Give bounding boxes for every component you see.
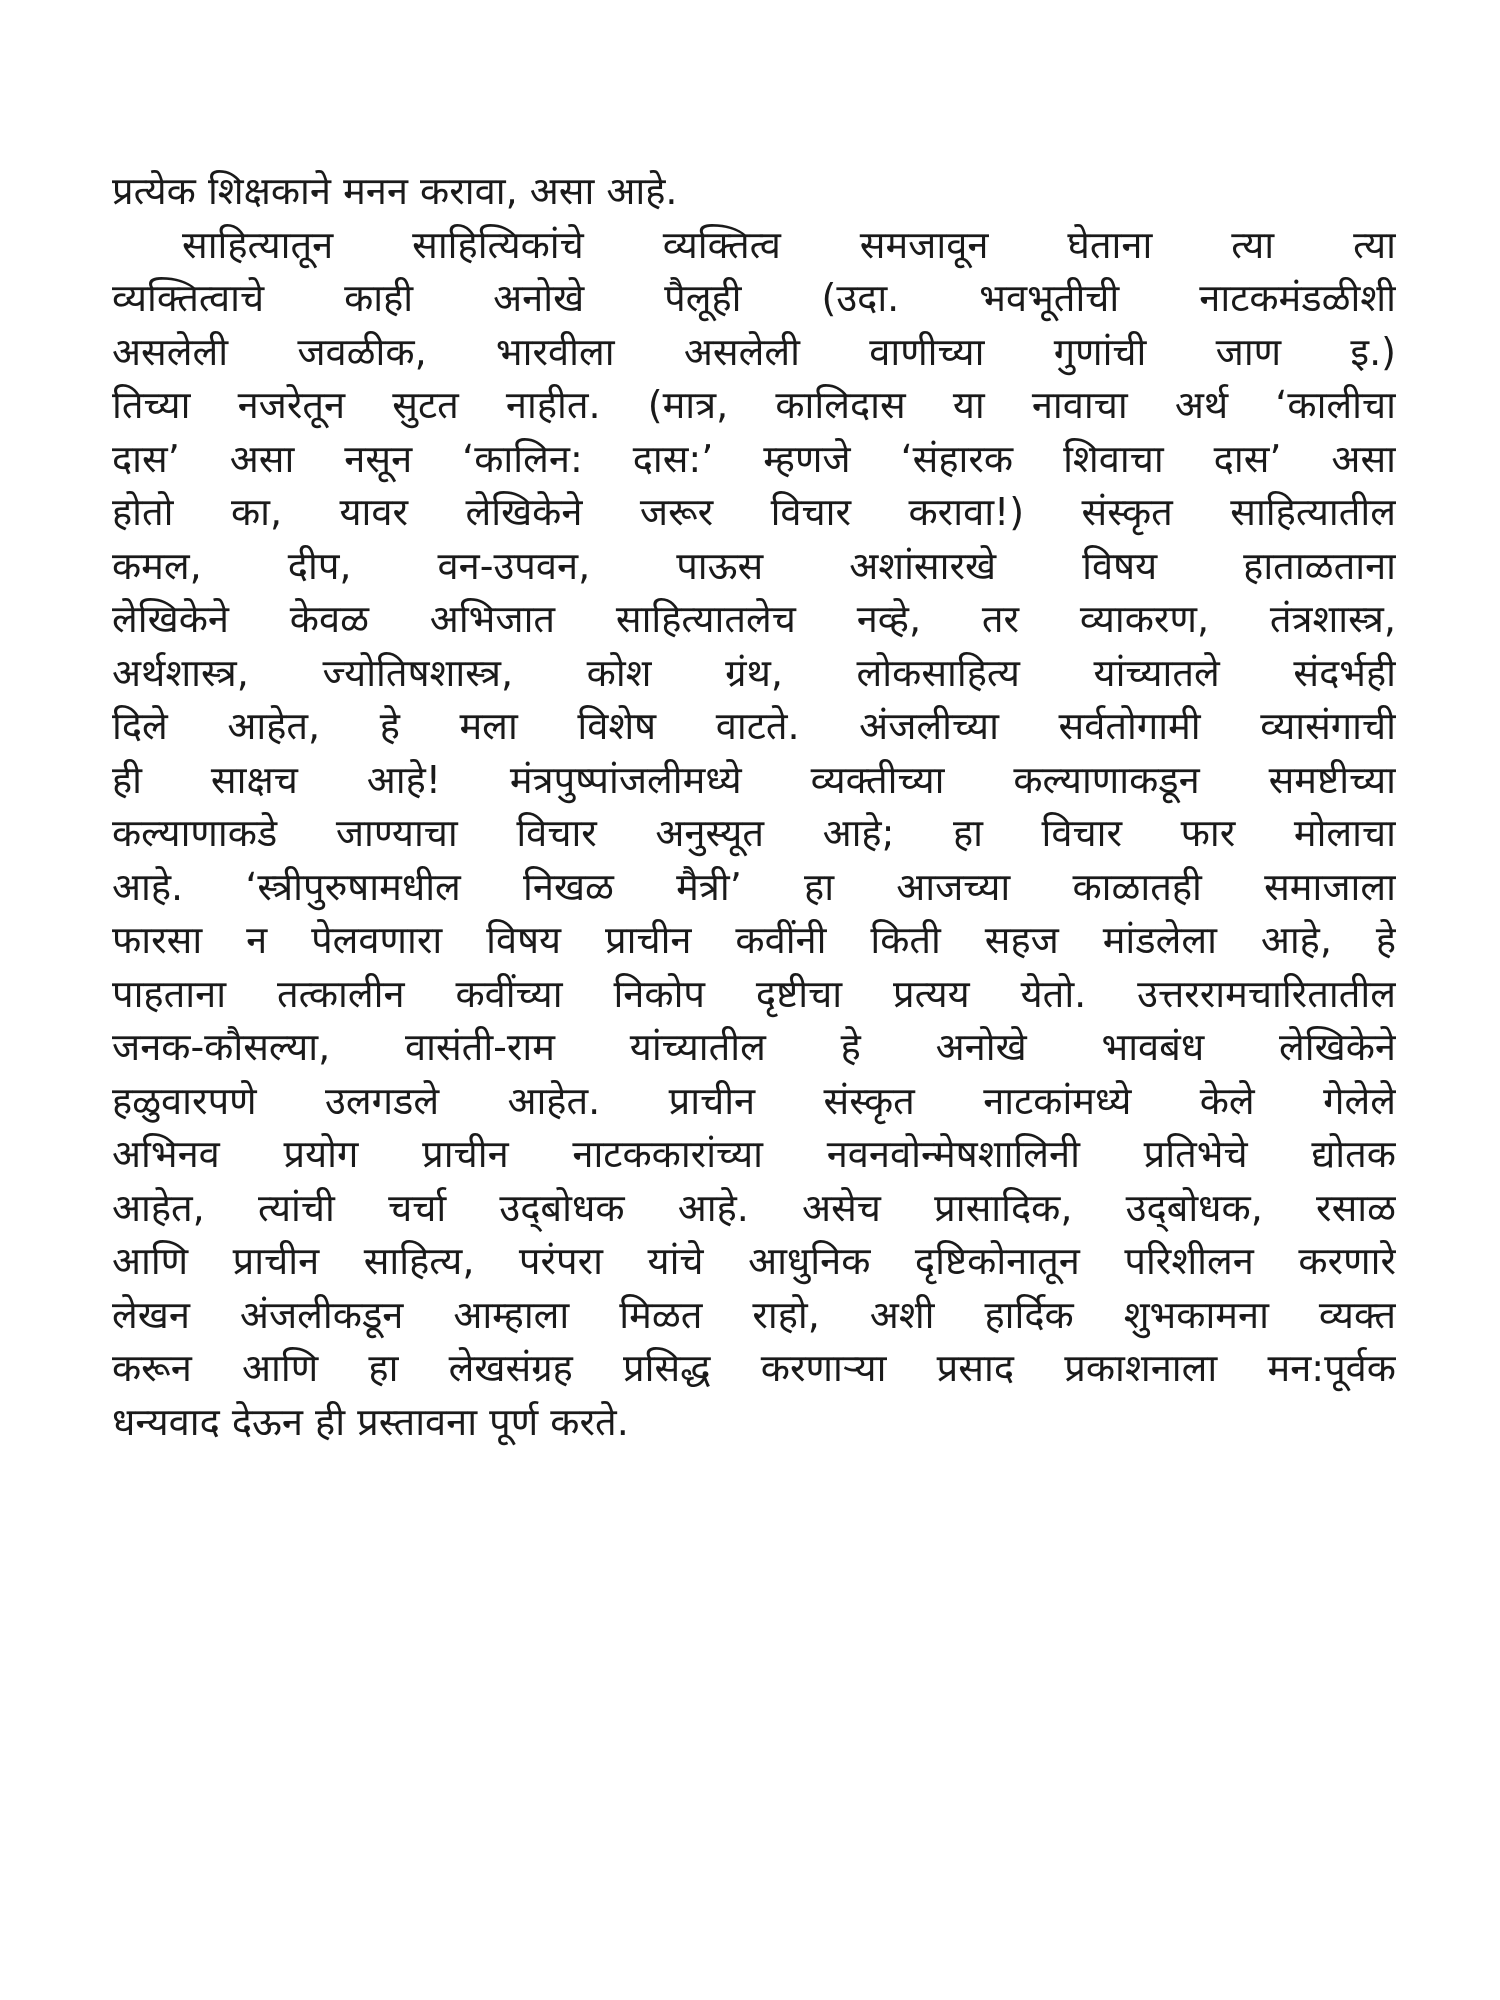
text-line: पाहताना तत्कालीन कवींच्या निकोप दृष्टीचा प्रत्यय येतो. उत्तररामचारितातील bbox=[112, 971, 1396, 1016]
text-line: लेखिकेने केवळ अभिजात साहित्यातलेच नव्हे, तर व्याकरण, तंत्रशास्त्र, bbox=[112, 597, 1396, 641]
text-line: दिले आहेत, हे मला विशेष वाटते. अंजलीच्या सर्वतोगामी व्यासंगाची bbox=[112, 704, 1396, 748]
text-line: ही साक्षच आहे! मंत्रपुष्पांजलीमध्ये व्यक्तीच्या कल्याणाकडून समष्टीच्या bbox=[112, 757, 1396, 802]
text-line: आहे. ‘स्त्रीपुरुषामधील निखळ मैत्री’ हा आजच्या काळातही समाजाला bbox=[112, 864, 1396, 909]
text-line: आहेत, त्यांची चर्चा उद्‌बोधक आहे. असेच प्रासादिक, उद्‌बोधक, रसाळ bbox=[112, 1185, 1396, 1230]
text-line: हळुवारपणे उलगडले आहेत. प्राचीन संस्कृत नाटकांमध्ये केले गेलेले bbox=[112, 1078, 1396, 1123]
text-line: अभिनव प्रयोग प्राचीन नाटककारांच्या नवनवोन्मेषशालिनी प्रतिभेचे द्योतक bbox=[112, 1132, 1396, 1176]
text-line: अर्थशास्त्र, ज्योतिषशास्त्र, कोश ग्रंथ, लोकसाहित्य यांच्यातले संदर्भही bbox=[112, 650, 1396, 695]
text-line: कल्याणाकडे जाण्याचा विचार अनुस्यूत आहे; हा विचार फार मोलाचा bbox=[112, 811, 1396, 855]
text-line: व्यक्तित्वाचे काही अनोखे पैलूही (उदा. भवभूतीची नाटकमंडळीशी bbox=[112, 276, 1396, 320]
text-line: तिच्या नजरेतून सुटत नाहीत. (मात्र, कालिदास या नावाचा अर्थ ‘कालीचा bbox=[112, 383, 1396, 427]
text-line: आणि प्राचीन साहित्य, परंपरा यांचे आधुनिक दृष्टिकोनातून परिशीलन करणारे bbox=[112, 1239, 1396, 1283]
text-line: होतो का, यावर लेखिकेने जरूर विचार करावा!) संस्कृत साहित्यातील bbox=[112, 490, 1396, 534]
text-line: धन्यवाद देऊन ही प्रस्तावना पूर्ण करते. bbox=[112, 1399, 629, 1444]
text-line: असलेली जवळीक, भारवीला असलेली वाणीच्या गुणांची जाण इ.) bbox=[112, 329, 1396, 374]
text-line: फारसा न पेलवणारा विषय प्राचीन कवींनी किती सहज मांडलेला आहे, हे bbox=[112, 918, 1396, 962]
text-line: दास’ असा नसून ‘कालिन: दास:’ म्हणजे ‘संहारक शिवाचा दास’ असा bbox=[112, 436, 1396, 481]
text-line: साहित्यातून साहित्यिकांचे व्यक्तित्व समजावून घेताना त्या त्या bbox=[182, 222, 1396, 267]
text-line: कमल, दीप, वन-उपवन, पाऊस अशांसारखे विषय हाताळताना bbox=[112, 543, 1396, 588]
body-text bbox=[112, 165, 1396, 1449]
text-line: करून आणि हा लेखसंग्रह प्रसिद्ध करणाऱ्या प्रसाद प्रकाशनाला मन:पूर्वक bbox=[112, 1346, 1396, 1390]
text-line: प्रत्येक शिक्षकाने मनन करावा, असा आहे. bbox=[112, 169, 678, 213]
text-line: जनक-कौसल्या, वासंती-राम यांच्यातील हे अनोखे भावबंध लेखिकेने bbox=[112, 1025, 1396, 1069]
text-line: लेखन अंजलीकडून आम्हाला मिळत राहो, अशी हार्दिक शुभकामना व्यक्त bbox=[112, 1292, 1396, 1337]
